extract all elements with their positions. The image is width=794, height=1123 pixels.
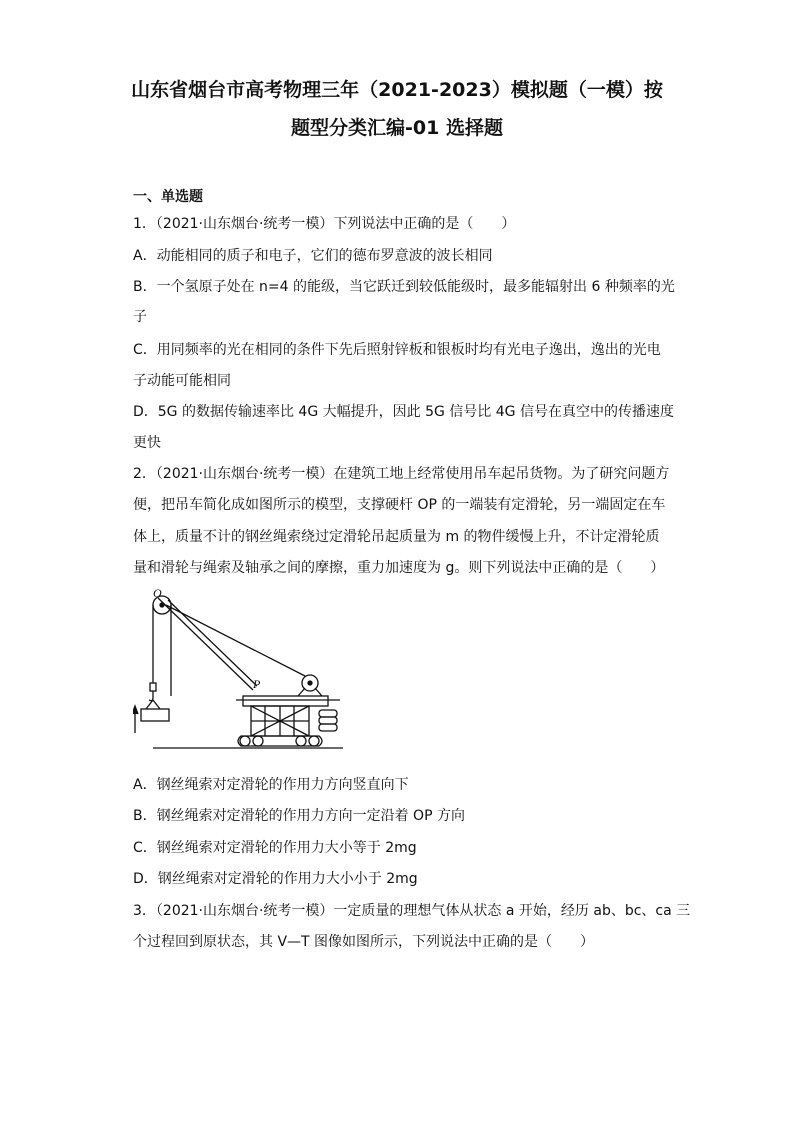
section-heading: 一、单选题 [133,189,203,205]
deck [243,696,328,706]
q2-option-b: B．钢丝绳索对定滑轮的作用力方向一定沿着 OP 方向 [133,808,465,824]
page-title: 山东省烟台市高考物理三年（2021-2023）模拟题（一模）按 [131,79,663,101]
truss-body [251,706,309,736]
q1-option-c-line2: 子动能可能相同 [133,373,231,389]
q2-option-a: A．钢丝绳索对定滑轮的作用力方向竖直向下 [133,777,409,793]
crane-figure [133,588,348,753]
q2-option-d: D．钢丝绳索对定滑轮的作用力大小小于 2mg [133,871,418,887]
label-o: O [153,588,162,600]
q3-stem-line2: 个过程回到原状态，其 V—T 图像如图所示，下列说法中正确的是（ ） [133,934,595,950]
q2-stem-line1: 2．（2021·山东烟台·统考一模）在建筑工地上经常使用吊车起吊货物。为了研究问题方 [133,466,670,482]
q1-option-d-line2: 更快 [133,435,161,451]
q1-option-d-line1: D．5G 的数据传输速率比 4G 大幅提升，因此 5G 信号比 4G 信号在真空中的传播速度 [133,404,674,420]
q1-option-a: A．动能相同的质子和电子，它们的德布罗意波的波长相同 [133,248,493,264]
page-subtitle: 题型分类汇编-01 选择题 [291,117,503,139]
q2-stem-line2: 便，把吊车简化成如图所示的模型，支撑硬杆 OP 的一端装有定滑轮，另一端固定在车 [133,497,666,513]
label-p: P [253,677,261,691]
wheels [238,736,322,746]
q2-option-c: C．钢丝绳索对定滑轮的作用力大小等于 2mg [133,840,417,856]
q1-option-b-line2: 子 [133,309,147,325]
load-block [141,709,169,721]
q2-stem-line4: 量和滑轮与绳索及轴承之间的摩擦，重力加速度为 g。则下列说法中正确的是（ ） [133,560,665,576]
q1-option-b-line1: B．一个氢原子处在 n=4 的能级，当它跃迁到较低能级时，最多能辐射出 6 种频率的光 [133,279,675,295]
q1-option-c-line1: C．用同频率的光在相同的条件下先后照射锌板和银板时均有光电子逸出，逸出的光电 [133,342,661,358]
q1-stem: 1．（2021·山东烟台·统考一模）下列说法中正确的是（ ） [133,216,516,232]
boom-op [158,598,253,690]
q3-stem-line1: 3．（2021·山东烟台·统考一模）一定质量的理想气体从状态 a 开始，经历 ab、bc、ca 三 [133,903,691,919]
counterweights [319,710,337,731]
q2-stem-line3: 体上，质量不计的钢丝绳索绕过定滑轮吊起质量为 m 的物件缓慢上升，不计定滑轮质 [133,529,660,545]
hook-block [150,683,156,691]
